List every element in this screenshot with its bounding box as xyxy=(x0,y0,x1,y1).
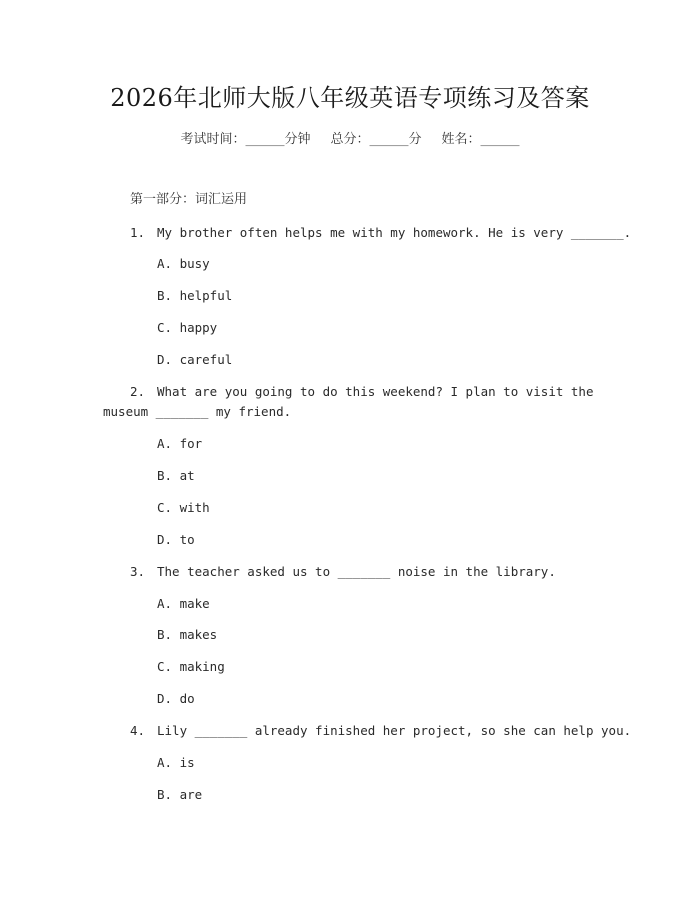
question-2-stem xyxy=(130,382,594,402)
question-1-stem xyxy=(130,223,631,243)
question-2-stem-continued: museum _______ my friend. xyxy=(103,404,292,419)
name-label: 姓名： xyxy=(441,132,481,147)
question-2-option-d: D. to xyxy=(157,532,195,547)
exam-time-field xyxy=(180,132,310,147)
total-score-unit: 分 xyxy=(408,132,422,147)
question-2-option-a: A. for xyxy=(157,436,203,451)
question-3-option-d: D. do xyxy=(157,691,195,706)
total-score-field xyxy=(330,132,421,147)
total-score-blank: ______ xyxy=(369,132,409,147)
question-text: The teacher asked us to _______ noise in the library. xyxy=(157,564,556,579)
question-text: Lily _______ already finished her project, so she can help you. xyxy=(157,723,632,738)
question-number: 4. xyxy=(130,723,146,738)
exam-time-label: 考试时间： xyxy=(180,132,246,147)
exam-time-unit: 分钟 xyxy=(284,132,311,147)
name-blank: ______ xyxy=(480,132,520,147)
question-3-option-a: A. make xyxy=(157,596,210,611)
question-1-option-a: A. busy xyxy=(157,256,210,271)
total-score-label: 总分： xyxy=(330,132,370,147)
name-field xyxy=(442,132,520,147)
question-1-option-d: D. careful xyxy=(157,352,233,367)
question-4-option-b: B. are xyxy=(157,787,203,802)
exam-time-blank: ______ xyxy=(245,132,285,147)
exam-info-line xyxy=(0,130,700,150)
document-title: 2026年北师大版八年级英语专项练习及答案 xyxy=(110,84,590,112)
question-1-option-c: C. happy xyxy=(157,320,218,335)
question-text: What are you going to do this weekend? I plan to visit the xyxy=(157,384,594,399)
question-3-option-c: C. making xyxy=(157,659,225,674)
question-number: 2. xyxy=(130,384,146,399)
question-3-option-b: B. makes xyxy=(157,627,218,642)
question-2-option-b: B. at xyxy=(157,468,195,483)
question-4-stem xyxy=(130,721,631,741)
question-number: 1. xyxy=(130,225,146,240)
question-text: My brother often helps me with my homework. He is very _______. xyxy=(157,225,632,240)
section-heading: 第一部分：词汇运用 xyxy=(130,192,248,207)
question-2-option-c: C. with xyxy=(157,500,210,515)
question-3-stem xyxy=(130,562,556,582)
question-4-option-a: A. is xyxy=(157,755,195,770)
question-number: 3. xyxy=(130,564,146,579)
question-1-option-b: B. helpful xyxy=(157,288,233,303)
